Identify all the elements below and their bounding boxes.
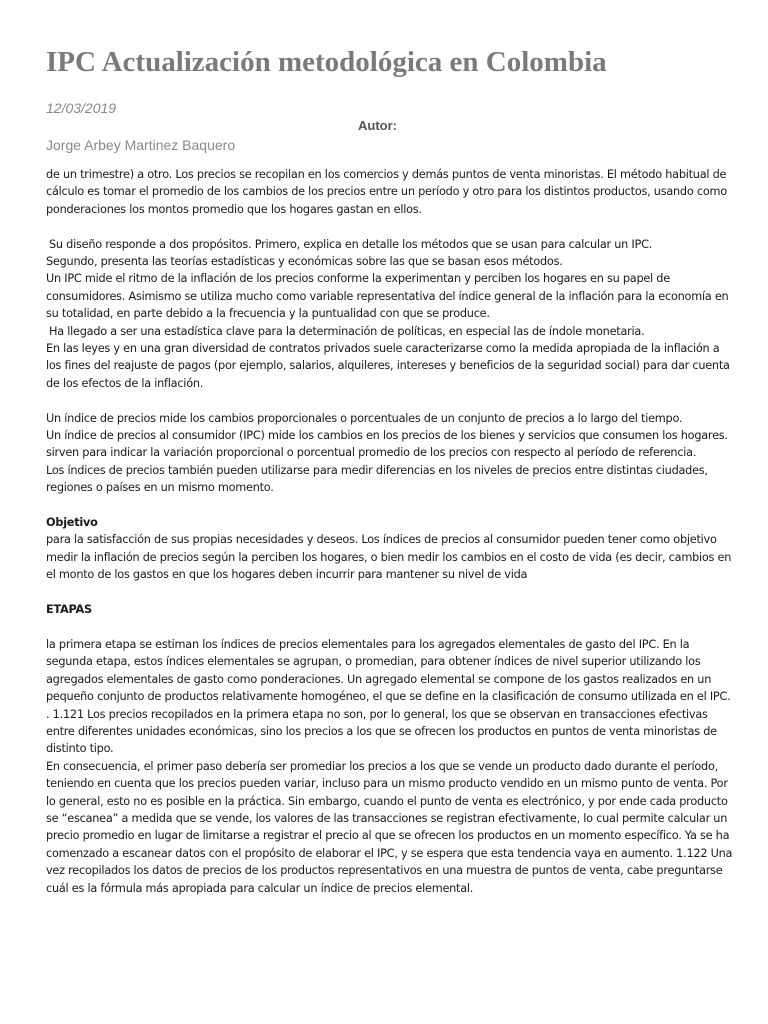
article-body: [46, 166, 736, 897]
page-title: IPC Actualización metodológica en Colombia: [46, 46, 607, 78]
paragraph: de un trimestre) a otro. Los precios se recopilan en los comercios y demás puntos de venta minoristas. El método habitual de cálculo es tomar el promedio de los cambios de los precios entre un período y otro para los distintos productos, usando como ponderaciones los montos promedio que los hogares gastan en ellos.: [46, 168, 727, 216]
section-heading-etapas: ETAPAS: [46, 603, 92, 617]
paragraph: Segundo, presenta las teorías estadísticas y económicas sobre las que se basan esos métodos.: [46, 255, 563, 269]
paragraph-gap: [46, 497, 736, 514]
paragraph: Su diseño responde a dos propósitos. Primero, explica en detalle los métodos que se usan para calcular un IPC.: [49, 237, 653, 251]
paragraph: Un IPC mide el ritmo de la inflación de los precios conforme la experimentan y perciben los hogares en su papel de consumidores. Asimismo se utiliza mucho como variable representativa del índice general de la inflación para la economía en su totalidad, en parte debido a la frecuencia y la puntualidad con que se produce.: [46, 272, 729, 321]
paragraph: Los índices de precios también pueden utilizarse para medir diferencias en los niveles de precios entre distintas ciudades, regiones o países en un mismo momento.: [46, 463, 708, 495]
paragraph: sirven para indicar la variación proporcional o porcentual promedio de los precios con respecto al período de referencia.: [46, 446, 697, 460]
paragraph-gap: [46, 218, 736, 235]
paragraph: Ha llegado a ser una estadística clave para la determinación de políticas, en especial las de índole monetaria.: [49, 324, 645, 338]
paragraph-gap: [46, 619, 736, 636]
paragraph: Un índice de precios mide los cambios proporcionales o porcentuales de un conjunto de precios a lo largo del tiempo.: [46, 411, 683, 425]
paragraph: En las leyes y en una gran diversidad de contratos privados suele caracterizarse como la medida apropiada de la inflación a los fines del reajuste de pagos (por ejemplo, salarios, alquileres, intereses y beneficios de la seguridad social) para dar cuenta de los efectos de la inflación.: [46, 342, 730, 390]
publish-date: 12/03/2019: [46, 100, 117, 116]
author-name[interactable]: Jorge Arbey Martinez Baquero: [46, 137, 236, 153]
paragraph-gap: [46, 392, 736, 409]
paragraph-gap: [46, 584, 736, 601]
section-heading-objetivo: Objetivo: [46, 516, 98, 530]
paragraph: Un índice de precios al consumidor (IPC) mide los cambios en los precios de los bienes y servicios que consumen los hogares.: [46, 429, 728, 443]
author-label: Autor:: [358, 118, 397, 133]
paragraph: la primera etapa se estiman los índices de precios elementales para los agregados elementales de gasto del IPC. En la segunda etapa, estos índices elementales se agrupan, o promedian, para obtener índices de nivel superior utilizando los agregados elementales de gasto como ponderaciones. Un agregado elemental se compone de los gastos realizados en un pequeño conjunto de productos relativamente homogéneo, el que se define en la clasificación de consumo utilizada en el IPC.: [46, 637, 731, 704]
paragraph: . 1.121 Los precios recopilados en la primera etapa no son, por lo general, los que se observan en transacciones efectivas entre diferentes unidades económicas, sino los precios a los que se ofrecen los productos en puntos de venta minoristas de distinto tipo.: [46, 707, 717, 756]
paragraph: En consecuencia, el primer paso debería ser promediar los precios a los que se vende un producto dado durante el período, teniendo en cuenta que los precios pueden variar, incluso para un mismo producto vendido en un mismo punto de venta. Por lo general, esto no es posible en la práctica. Sin embargo, cuando el punto de venta es electrónico, y por ende cada producto se “escanea” a medida que se vende, los valores de las transacciones se registran efectivamente, lo cual permite calcular un precio promedio en lugar de limitarse a registrar el precio al que se ofrecen los productos en un momento específico. Ya se ha comenzado a escanear datos con el propósito de elaborar el IPC, y se espera que esta tendencia vaya en aumento. 1.122 Una vez recopilados los datos de precios de los productos representativos en una muestra de puntos de venta, cabe preguntarse cuál es la fórmula más apropiada para calcular un índice de precios elemental.: [46, 759, 733, 895]
paragraph: para la satisfacción de sus propias necesidades y deseos. Los índices de precios al consumidor pueden tener como objetivo medir la inflación de precios según la perciben los hogares, o bien medir los cambios en el costo de vida (es decir, cambios en el monto de los gastos en que los hogares deben incurrir para mantener su nivel de vida: [46, 533, 732, 582]
